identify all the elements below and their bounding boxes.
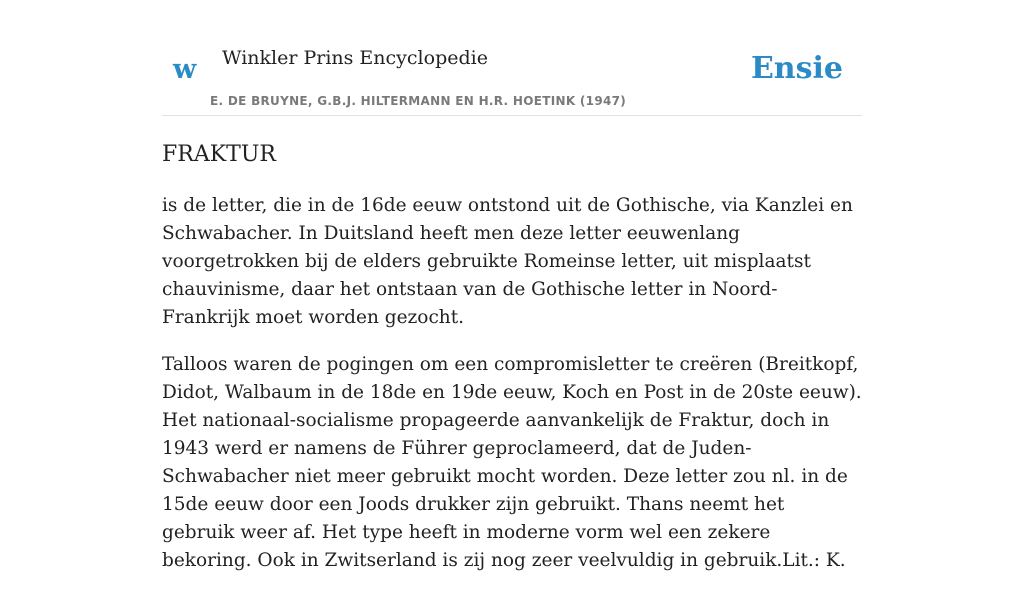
winkler-prins-logo[interactable]: w (173, 54, 197, 85)
ensie-logo[interactable]: Ensie (750, 51, 843, 86)
article-page (162, 0, 862, 571)
entry-paragraph: Talloos waren de pogingen om een compromisletter te creëren (Breitkopf, Didot, Walbaum in de 18de en 19de eeuw, Koch en Post in de 20ste eeuw). Het nationaal-socialisme propageerde aanvankelijk de Fraktur, doch in 1943 werd er namens de Führer geproclameerd, dat de Juden-Schwabacher niet meer gebruikt mocht worden. Deze letter zou nl. in de 15de eeuw door een Joods drukker zijn gebruikt. Thans neemt het gebruik weer af. Het type heeft in moderne vorm wel een zekere bekoring. Ook in Zwitserland is zij nog zeer veelvuldig in gebruik.Lit.: K. (162, 354, 862, 571)
authors-line: E. DE BRUYNE, G.B.J. HILTERMANN EN H.R. HOETINK (1947) (210, 94, 627, 108)
encyclopedia-title[interactable]: Winkler Prins Encyclopedie (222, 47, 488, 69)
entry-title: FRAKTUR (162, 142, 276, 167)
entry-paragraph: is de letter, die in de 16de eeuw ontstond uit de Gothische, via Kanzlei en Schwabacher. In Duitsland heeft men deze letter eeuwenlang voorgetrokken bij de elders gebruikte Romeinse letter, uit misplaatst chauvinisme, daar het ontstaan van de Gothische letter in Noord-Frankrijk moet worden gezocht. (162, 195, 853, 328)
site-header (162, 0, 862, 116)
entry-body (162, 192, 862, 594)
